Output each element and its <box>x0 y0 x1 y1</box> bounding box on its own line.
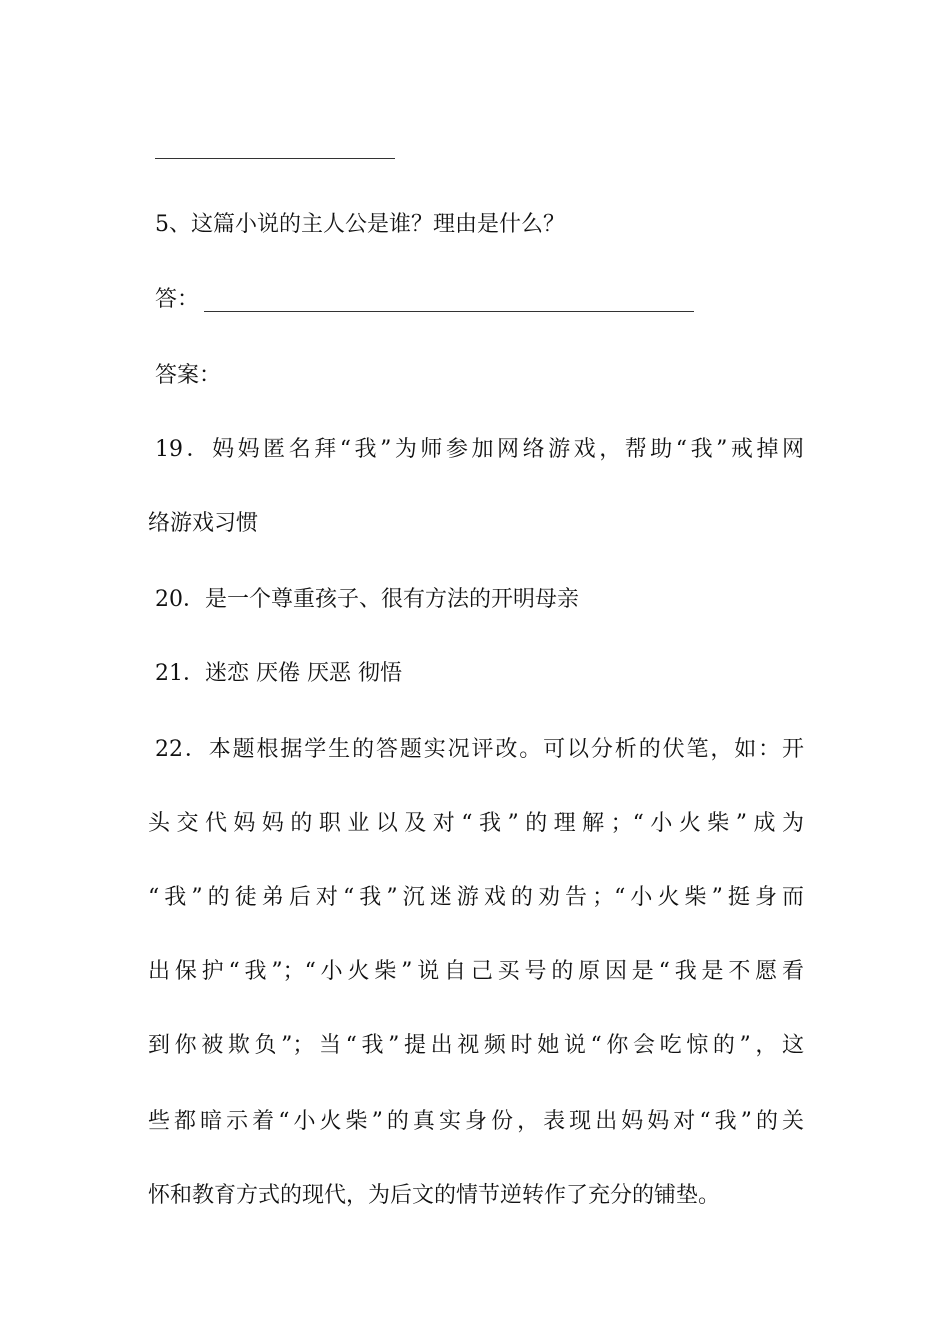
answer-19-line-2: 络游戏习惯 <box>148 511 259 536</box>
blank-answer-line-top <box>155 158 395 159</box>
answer-blank-line <box>204 311 694 312</box>
answer-22-line-7: 怀和教育方式的现代，为后文的情节逆转作了充分的铺垫。 <box>148 1183 721 1208</box>
answer-label: 答： <box>155 287 200 312</box>
answer-21: 21．迷恋 厌倦 厌恶 彻悟 <box>155 661 402 686</box>
answer-22-line-5: 到你被欺负”；当“我”提出视频时她说“你会吃惊的”，这 <box>148 1033 804 1058</box>
answer-20: 20．是一个尊重孩子、很有方法的开明母亲 <box>155 587 579 612</box>
answers-heading: 答案： <box>155 363 222 388</box>
answer-22-line-2: 头交代妈妈的职业以及对“我”的理解；“小火柴”成为 <box>148 811 804 836</box>
answer-22-line-1: 22．本题根据学生的答题实况评改。可以分析的伏笔，如：开 <box>155 737 804 762</box>
question-5: 5、这篇小说的主人公是谁？理由是什么？ <box>155 212 565 237</box>
answer-22-line-6: 些都暗示着“小火柴”的真实身份，表现出妈妈对“我”的关 <box>148 1109 804 1134</box>
answer-22-line-4: 出保护“我”；“小火柴”说自己买号的原因是“我是不愿看 <box>148 959 804 984</box>
answer-19-line-1: 19．妈妈匿名拜“我”为师参加网络游戏，帮助“我”戒掉网 <box>155 437 804 462</box>
answer-22-line-3: “我”的徒弟后对“我”沉迷游戏的劝告；“小火柴”挺身而 <box>148 885 804 910</box>
